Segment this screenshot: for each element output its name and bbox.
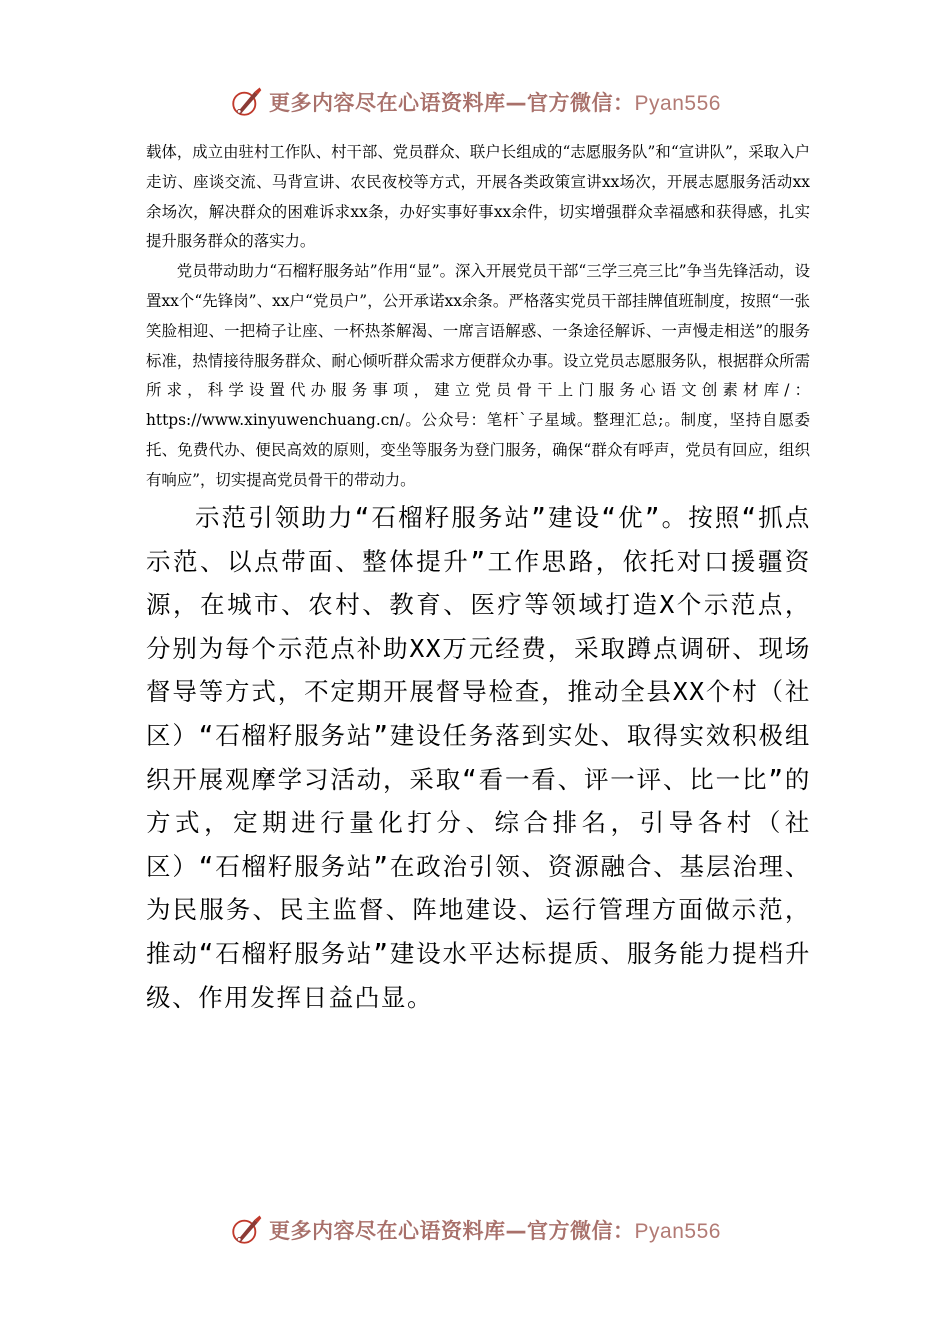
pen-nib-circle-icon	[229, 85, 263, 119]
header-banner	[0, 82, 950, 122]
paragraph-2: 党员带动助力“石榴籽服务站”作用“显”。深入开展党员干部“三学三亮三比”争当先锋活动，设置xx个“先锋岗”、xx户“党员户”，公开承诺xx余条。严格落实党员干部挂牌值班制度，按照“一张笑脸相迎、一把椅子让座、一杯热茶解渴、一席言语解惑、一条途径解诉、一声慢走相送”的服务标准，热情接待服务群众、耐心倾听群众需求方便群众办事。设立党员志愿服务队，根据群众所需所求，科学设置代办服务事项，建立党员骨干上门服务心语文创素材库/：https://www.xinyuwenchuang.cn/。公众号：笔杆`子星域。整理汇总;。制度，坚持自愿委托、免费代办、便民高效的原则，变坐等服务为登门服务，确保“群众有呼声，党员有回应，组织有响应”，切实提高党员骨干的带动力。	[146, 262, 810, 489]
paragraph-1: 载体，成立由驻村工作队、村干部、党员群众、联户长组成的“志愿服务队”和“宣讲队”，采取入户走访、座谈交流、马背宣讲、农民夜校等方式，开展各类政策宣讲xx场次，开展志愿服务活动xx余场次，解决群众的困难诉求xx条，办好实事好事xx余件，切实增强群众幸福感和获得感，扎实提升服务群众的落实力。	[146, 143, 810, 251]
pen-nib-circle-icon	[229, 1213, 263, 1247]
header-wechat-id: Pyan556	[634, 92, 721, 115]
footer-banner-label: 更多内容尽在心语资料库—官方微信：	[269, 1219, 635, 1243]
footer-banner-text	[269, 1215, 721, 1245]
footer-wechat-id: Pyan556	[634, 1220, 721, 1243]
header-banner-text	[269, 87, 721, 117]
header-banner-label: 更多内容尽在心语资料库—官方微信：	[269, 91, 635, 115]
paragraph-3: 示范引领助力“石榴籽服务站”建设“优”。按照“抓点示范、以点带面、整体提升”工作思路，依托对口援疆资源，在城市、农村、教育、医疗等领域打造X个示范点，分别为每个示范点补助XX万元经费，采取蹲点调研、现场督导等方式，不定期开展督导检查，推动全县XX个村（社区）“石榴籽服务站”建设任务落到实处、取得实效积极组织开展观摩学习活动，采取“看一看、评一评、比一比”的方式，定期进行量化打分、综合排名，引导各村（社区）“石榴籽服务站”在政治引领、资源融合、基层治理、为民服务、民主监督、阵地建设、运行管理方面做示范，推动“石榴籽服务站”建设水平达标提质、服务能力提档升级、作用发挥日益凸显。	[146, 503, 811, 1012]
footer-banner	[0, 1210, 950, 1250]
body-small-section	[146, 138, 810, 496]
body-large-section	[146, 496, 811, 1019]
